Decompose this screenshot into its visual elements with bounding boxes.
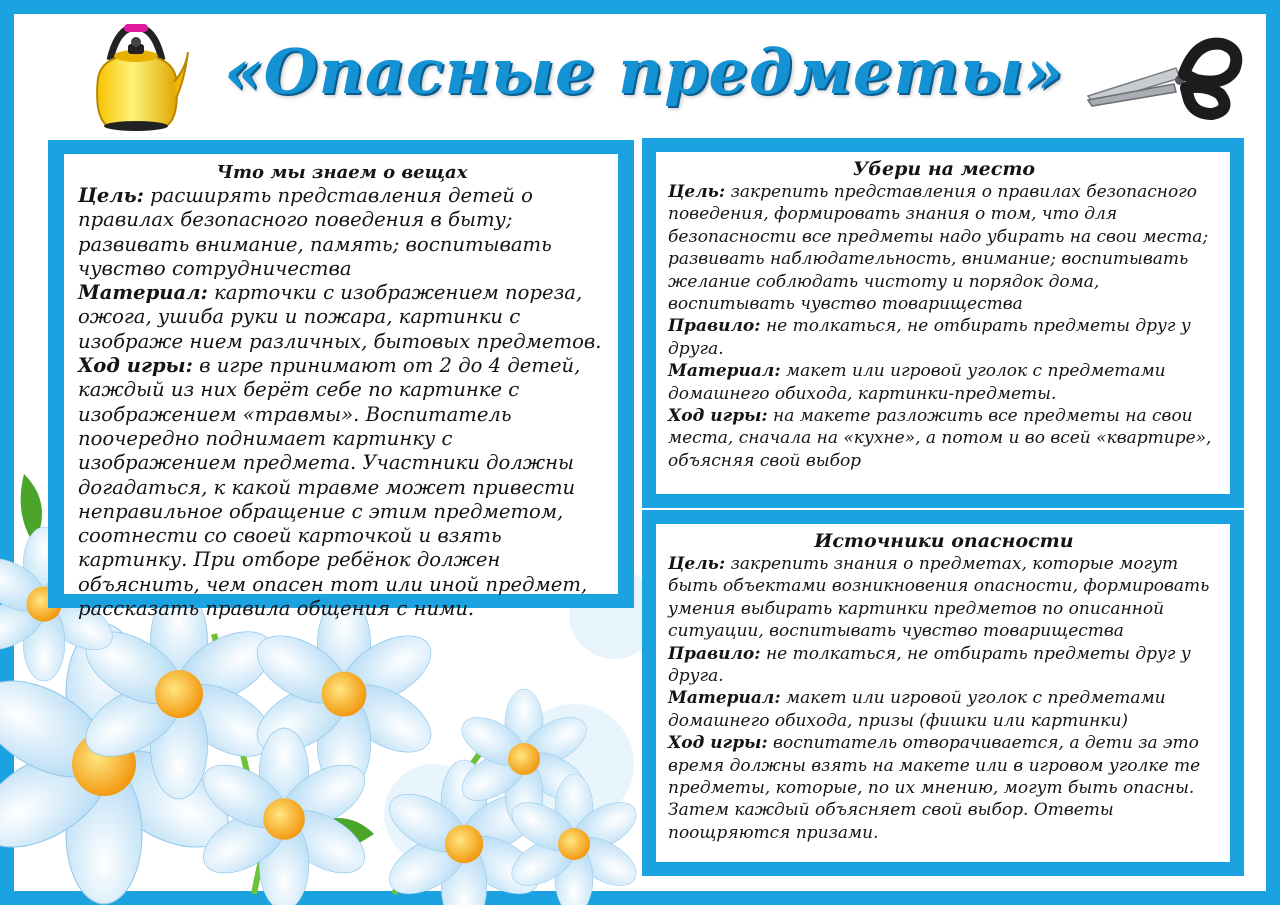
game-card-panel <box>64 154 618 621</box>
game-goal <box>78 184 606 281</box>
game-card-panel <box>656 524 1230 862</box>
game-rule <box>668 315 1220 360</box>
game-goal <box>668 553 1220 643</box>
game-material <box>668 687 1220 732</box>
game-card-panel <box>656 152 1230 494</box>
goal-label: Цель: <box>668 554 726 574</box>
rule-text: не толкаться, не отбирать предметы друг у друга. <box>668 643 1191 687</box>
goal-text: расширять представления детей о правилах безопасного поведения в быту; развивать внимание, память; воспитывать чувство сотрудничества <box>78 184 552 280</box>
goal-text: закрепить знания о предметах, которые могут быть объектами возникновения опасности, формировать умения выбирать картинки предметов по описанной ситуации, воспитывать чувство товарищества <box>668 554 1210 642</box>
goal-label: Цель: <box>668 182 726 202</box>
game-material <box>668 360 1220 405</box>
goal-label: Цель: <box>78 184 144 207</box>
procedure-text: в игре принимают от 2 до 4 детей, каждый из них берёт себе по картинке с изображением «травмы». Воспитатель поочередно поднимает картинку с изображением предмета. Участники должны догадаться, к какой травме может привести неправильное обращение с этим предметом, соотнести со своей карточкой и взять картинку. При отборе ребёнок должен объяснить, чем опасен тот или иной предмет, рассказать правила общения с ними. <box>78 354 588 621</box>
game-procedure <box>668 405 1220 472</box>
material-label: Материал: <box>668 361 781 382</box>
game-procedure <box>668 732 1220 844</box>
rule-label: Правило: <box>668 643 761 664</box>
game-card-put-away <box>642 138 1244 508</box>
material-text: макет или игровой уголок с предметами домашнего обихода, призы (фишки или картинки) <box>668 688 1166 731</box>
rule-label: Правило: <box>668 316 761 337</box>
procedure-label: Ход игры: <box>668 733 768 754</box>
material-text: макет или игровой уголок с предметами домашнего обихода, картинки-предметы. <box>668 361 1166 404</box>
game-title: Что мы знаем о вещах <box>216 162 468 183</box>
material-label: Материал: <box>668 688 781 709</box>
game-card-danger-sources <box>642 510 1244 876</box>
scissors-icon <box>1084 34 1244 116</box>
game-material <box>78 281 606 354</box>
game-title: Источники опасности <box>814 530 1074 552</box>
rule-text: не толкаться, не отбирать предметы друг у друга. <box>668 316 1191 359</box>
poster-page <box>14 14 1266 891</box>
procedure-text: воспитатель отворачивается, а дети за это время должны взять на макете или в игровом уголке те предметы, которые, по их мнению, могут быть опасны. Затем каждый объясняет свой выбор. Ответы поощряются призами. <box>668 733 1201 843</box>
kettle-icon <box>78 22 188 134</box>
procedure-text: на макете разложить все предметы на свои места, сначала на «кухне», а потом и во всей «квартире», объясняя свой выбор <box>668 406 1212 471</box>
poster-title: «Опасные предметы» <box>224 35 1064 108</box>
game-goal <box>668 181 1220 315</box>
game-procedure <box>78 354 606 621</box>
procedure-label: Ход игры: <box>668 406 768 427</box>
goal-text: закрепить представления о правилах безопасного поведения, формировать знания о том, что для безопасности все предметы надо убирать на свои места; развивать наблюдательность, внимание; воспитывать желание соблюдать чистоту и порядок дома, воспитывать чувство товарищества <box>668 182 1209 315</box>
game-card-what-we-know <box>48 140 634 621</box>
game-title: Убери на место <box>852 158 1036 180</box>
procedure-label: Ход игры: <box>78 354 193 378</box>
game-rule <box>668 643 1220 688</box>
material-text: карточки с изображением пореза, ожога, ушиба руки и пожара, картинки с изображе нием различных, бытовых предметов. <box>78 281 602 353</box>
material-label: Материал: <box>78 281 208 305</box>
